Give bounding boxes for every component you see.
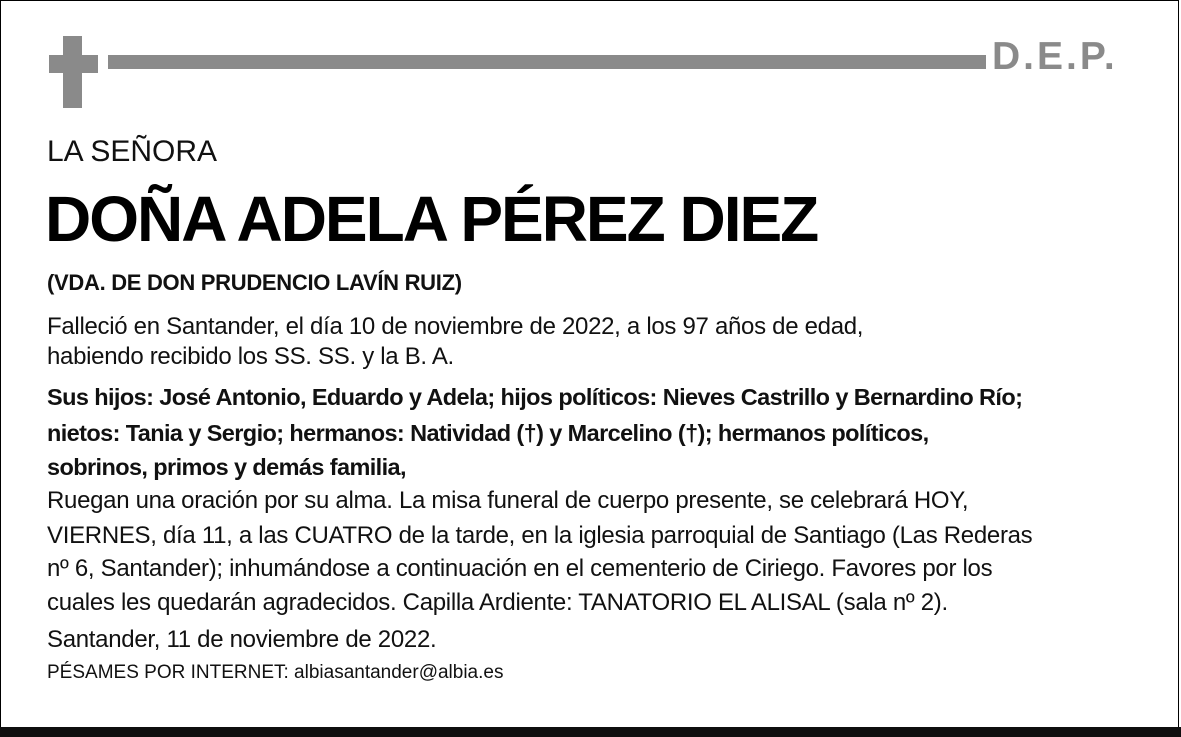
service-line: cuales les quedarán agradecidos. Capilla Ardiente: TANATORIO EL ALISAL (sala nº 2). <box>47 589 948 616</box>
place-date: Santander, 11 de noviembre de 2022. <box>47 626 437 653</box>
dep-label: D.E.P. <box>992 35 1118 78</box>
family-line: nietos: Tania y Sergio; hermanos: Natividad (†) y Marcelino (†); hermanos políticos, <box>47 420 929 446</box>
death-line: habiendo recibido los SS. SS. y la B. A. <box>47 343 454 370</box>
title-prefix: LA SEÑORA <box>47 135 218 168</box>
death-line: Falleció en Santander, el día 10 de noviembre de 2022, a los 97 años de edad, <box>47 313 864 340</box>
service-line: Ruegan una oración por su alma. La misa funeral de cuerpo presente, se celebrará HOY, <box>47 487 969 514</box>
cross-icon-bar <box>49 55 98 73</box>
service-line: nº 6, Santander); inhumándose a continuación en el cementerio de Ciriego. Favores por los <box>47 555 993 582</box>
condolences-contact: PÉSAMES POR INTERNET: albiasantander@albia.es <box>47 662 504 683</box>
service-line: VIERNES, día 11, a las CUATRO de la tarde, en la iglesia parroquial de Santiago (Las Rederas <box>47 522 1033 549</box>
deceased-name: DOÑA ADELA PÉREZ DIEZ <box>45 183 818 255</box>
bottom-rule <box>0 727 1181 737</box>
family-line: Sus hijos: José Antonio, Eduardo y Adela; hijos políticos: Nieves Castrillo y Bernardino Río; <box>47 384 1023 410</box>
family-line: sobrinos, primos y demás familia, <box>47 454 406 480</box>
widow-of: (VDA. DE DON PRUDENCIO LAVÍN RUIZ) <box>47 270 462 295</box>
header-rule <box>108 55 986 69</box>
